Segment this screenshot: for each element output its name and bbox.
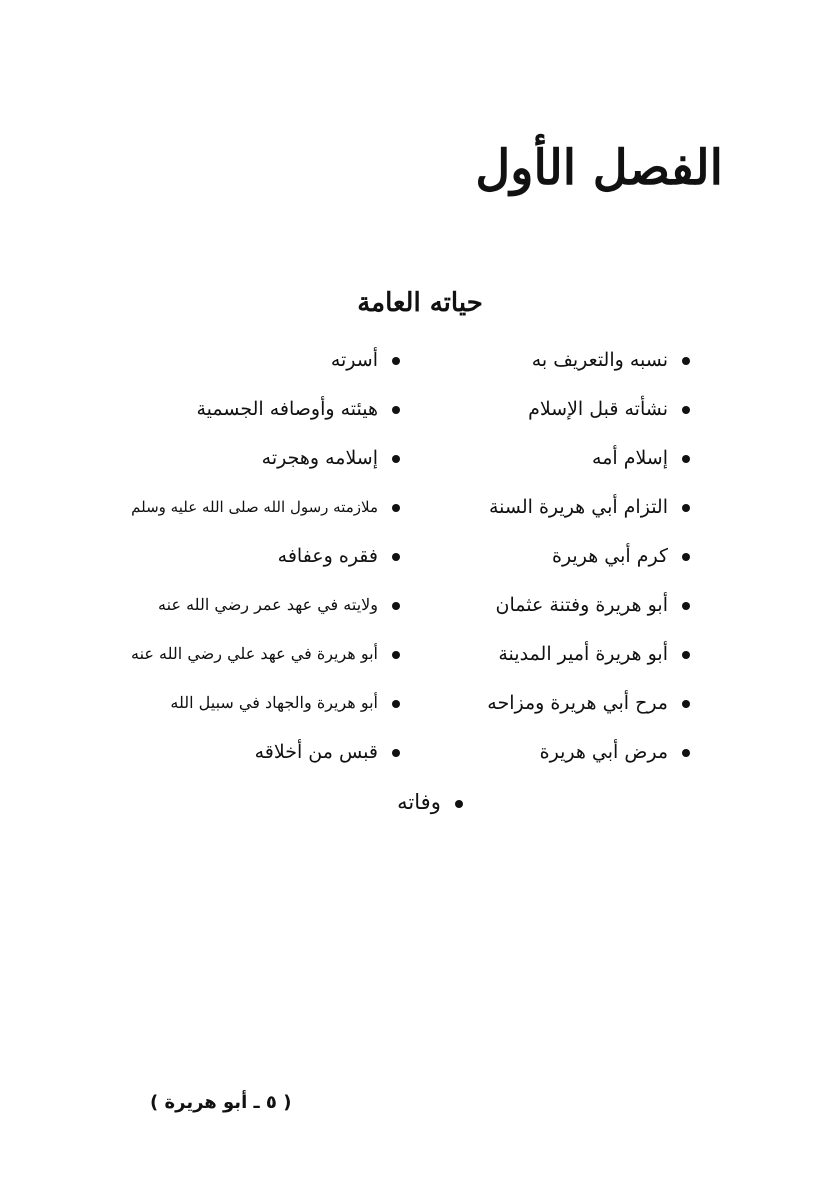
toc-item — [158, 585, 400, 625]
bullet-icon — [682, 602, 690, 610]
toc-item-label: ملازمته رسول الله صلى الله عليه وسلم — [131, 498, 378, 516]
toc-item-label: إسلامه وهجرته — [261, 447, 378, 469]
bullet-icon — [392, 357, 400, 365]
bullet-icon — [392, 553, 400, 561]
toc-row — [170, 732, 690, 781]
toc-row — [170, 683, 690, 732]
bullet-icon — [682, 504, 690, 512]
toc-item-label: مرح أبي هريرة ومزاحه — [487, 692, 668, 714]
chapter-title: الفصل الأول — [475, 140, 723, 196]
toc-item — [170, 389, 400, 429]
toc-item-label: وفاته — [397, 790, 441, 814]
bullet-icon — [392, 504, 400, 512]
toc-item-label: التزام أبي هريرة السنة — [488, 496, 668, 518]
bullet-icon — [392, 406, 400, 414]
toc-item — [170, 683, 400, 723]
toc-item-last — [300, 782, 560, 822]
toc-item — [460, 536, 690, 576]
toc-item-label: أبو هريرة والجهاد في سبيل الله — [170, 693, 378, 712]
toc-item — [170, 536, 400, 576]
bullet-icon — [392, 651, 400, 659]
bullet-icon — [682, 700, 690, 708]
toc-row — [170, 438, 690, 487]
toc-item-label: كرم أبي هريرة — [551, 545, 668, 567]
toc-item-label: هيئته وأوصافه الجسمية — [196, 398, 378, 420]
toc-item-label: مرض أبي هريرة — [539, 741, 668, 763]
toc-item-label: نسبه والتعريف به — [531, 349, 668, 371]
bullet-icon — [682, 357, 690, 365]
toc-item-label: إسلام أمه — [592, 447, 668, 469]
bullet-icon — [455, 800, 463, 808]
toc-row — [170, 536, 690, 585]
toc-item-label: أسرته — [330, 349, 378, 371]
toc-item-label: أبو هريرة في عهد علي رضي الله عنه — [131, 644, 378, 663]
bullet-icon — [682, 455, 690, 463]
bullet-icon — [682, 553, 690, 561]
toc-item — [460, 438, 690, 478]
toc-item-label: ولايته في عهد عمر رضي الله عنه — [158, 595, 378, 614]
toc-item — [460, 487, 690, 527]
toc-item-label: فقره وعفافه — [277, 545, 378, 567]
bullet-icon — [682, 651, 690, 659]
section-title: حياته العامة — [357, 288, 483, 318]
toc-item — [460, 389, 690, 429]
toc-item-label: نشأته قبل الإسلام — [528, 398, 668, 420]
bullet-icon — [392, 700, 400, 708]
toc-item — [460, 340, 690, 380]
toc-row — [170, 389, 690, 438]
toc-item — [170, 732, 400, 772]
table-of-contents — [131, 340, 690, 781]
page-footer: ( ٥ ـ أبو هريرة ) — [150, 1092, 292, 1113]
toc-row — [158, 585, 690, 634]
bullet-icon — [392, 455, 400, 463]
toc-item-label: أبو هريرة وفتنة عثمان — [495, 594, 668, 616]
toc-item — [460, 683, 690, 723]
bullet-icon — [682, 749, 690, 757]
toc-item — [131, 487, 400, 527]
toc-item-label: قبس من أخلاقه — [254, 741, 378, 763]
toc-item-label: أبو هريرة أمير المدينة — [498, 643, 668, 665]
bullet-icon — [392, 602, 400, 610]
toc-row — [131, 487, 690, 536]
toc-item — [131, 634, 400, 674]
toc-row — [170, 340, 690, 389]
toc-item — [170, 340, 400, 380]
bullet-icon — [682, 406, 690, 414]
toc-item — [460, 585, 690, 625]
toc-item — [170, 438, 400, 478]
toc-item — [460, 634, 690, 674]
toc-row — [131, 634, 690, 683]
toc-item — [460, 732, 690, 772]
bullet-icon — [392, 749, 400, 757]
